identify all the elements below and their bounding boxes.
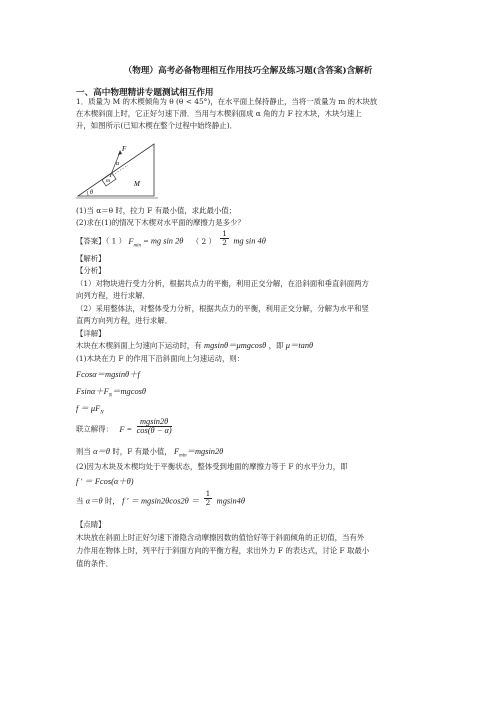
equation-6-rest: mgsin4θ <box>216 496 245 506</box>
jiexi-label: 【解析】 <box>76 254 106 263</box>
detail-1-eq2: μ＝tanθ <box>285 341 314 350</box>
equation-5: f ′ ＝ Fcos(α＋θ) <box>76 477 134 486</box>
analysis-1: （1）对物块进行受力分析，根据共点力的平衡，利用正交分解，在沿斜面和垂直斜面两方 <box>76 279 369 288</box>
equation-6: f ′ ＝ mgsin2θcos2θ ＝ <box>122 496 200 506</box>
when-label: 当 <box>76 496 84 506</box>
detail-3: (2)因为木块及木楔均处于平衡状态，整体受到地面的摩擦力等于 F 的水平分力，即 <box>76 462 348 471</box>
label-alpha: α <box>116 161 120 167</box>
answer-prefix: 【答案】（ 1 ） <box>76 236 127 246</box>
label-F: F <box>122 145 127 153</box>
xiangjie-label: 【详解】 <box>76 329 106 338</box>
answer-2-fraction <box>220 230 229 247</box>
when-cond: α＝θ <box>85 496 103 506</box>
min-then: 则当 <box>76 447 91 456</box>
point-3: 值的条件． <box>76 559 113 568</box>
equation-3: $f = \mu F_N$ <box>76 404 104 416</box>
equation-6-fraction <box>204 490 213 507</box>
equation-2-left: Fsinα＋F <box>76 387 109 396</box>
equation-4-fraction <box>137 418 172 435</box>
problem-line-3: 升，如图所示(已知木楔在整个过程中始终静止)． <box>76 121 237 130</box>
equation-4-num: mgsin2θ <box>137 418 172 427</box>
question-2: (2)求在(1)的情况下木楔对水平面的摩擦力是多少？ <box>76 218 245 227</box>
equation-1: Fcosα＝mgsinθ＋f <box>76 370 140 379</box>
incline-figure <box>76 134 166 204</box>
section-heading: 一、高中物理精讲专题测试相互作用 <box>76 88 214 98</box>
point-1: 木块放在斜面上时正好匀速下滑隐含动摩擦因数的值恰好等于斜面倾角的正切值，当有外 <box>76 533 365 542</box>
fenxi-label: 【分析】 <box>76 266 106 275</box>
analysis-1b: 向列方程，进行求解． <box>76 291 150 300</box>
analysis-2: （2）采用整体法，对整体受力分析，根据共点力的平衡，利用正交分解，分解为水平和竖 <box>76 304 369 313</box>
analysis-2b: 直两方向列方程，进行求解． <box>76 316 173 325</box>
answer-2-den: 2 <box>222 238 227 247</box>
equation-6-line <box>76 489 245 507</box>
answer-2: mg sin 4θ <box>233 236 266 246</box>
point-2: 力作用在物体上时，列平行于斜面方向的平衡方程，求出外力 F 的表达式，讨论 F 取最小 <box>76 546 370 555</box>
detail-2: (1)木块在力 F 的作用下沿斜面向上匀速运动，则： <box>76 354 245 363</box>
min-cond: α＝θ <box>93 447 111 456</box>
min-text: 时，F 有最小值， <box>112 447 172 456</box>
equation-2-right: ＝mgcosθ <box>112 387 147 396</box>
equation-2: $Fsin\alpha+F_N=mgcos\theta$ <box>76 387 147 399</box>
equation-6-den: 2 <box>205 498 211 507</box>
answer-1-symbol: $F_{min}$ = <box>128 236 151 249</box>
equation-4-den: cos(θ − α) <box>136 426 172 435</box>
dianjing-label: 【点睛】 <box>76 520 106 529</box>
question-1: (1)当 α＝θ 时，拉力 F 有最小值，求此最小值； <box>76 206 237 215</box>
min-value: ＝mgsin2θ <box>186 447 224 456</box>
detail-1-eq: mgsinθ＝μmgcosθ <box>204 341 267 350</box>
detail-1 <box>76 341 313 351</box>
lianli-label: 联立解得： <box>76 424 113 434</box>
answer-2-num: 1 <box>222 229 227 238</box>
min-line <box>76 447 223 462</box>
label-M: M <box>134 180 140 188</box>
document-title: （物理）高考必备物理相互作用技巧全解及练习题(含答案)含解析 <box>123 66 373 76</box>
equation-6-num: 1 <box>205 489 211 498</box>
detail-1-mid: ，即 <box>268 341 284 350</box>
when-text: 时， <box>105 496 120 506</box>
equation-4-lhs: F = <box>119 424 133 434</box>
answer-1: mg sin 2θ <box>150 236 184 246</box>
detail-1-text: 木块在木楔斜面上匀速向下运动时，有 <box>76 341 202 350</box>
min-symbol: $F_{min}$ <box>173 447 187 459</box>
equation-3-text: f ＝ μF <box>76 404 101 413</box>
label-theta: θ <box>90 190 93 196</box>
answer-line <box>76 229 266 251</box>
label-m: m <box>106 178 110 184</box>
problem-line-1: 1．质量为 M 的木楔倾角为 θ (θ < 45°)，在水平面上保持静止，当将一质量为 m 的木块放 <box>76 97 378 106</box>
problem-line-2: 在木楔斜面上时，它正好匀速下滑．当用与木楔斜面成 α 角的力 F 拉木块，木块匀速上 <box>76 109 362 118</box>
answer-mid: （ 2 ） <box>191 236 216 246</box>
